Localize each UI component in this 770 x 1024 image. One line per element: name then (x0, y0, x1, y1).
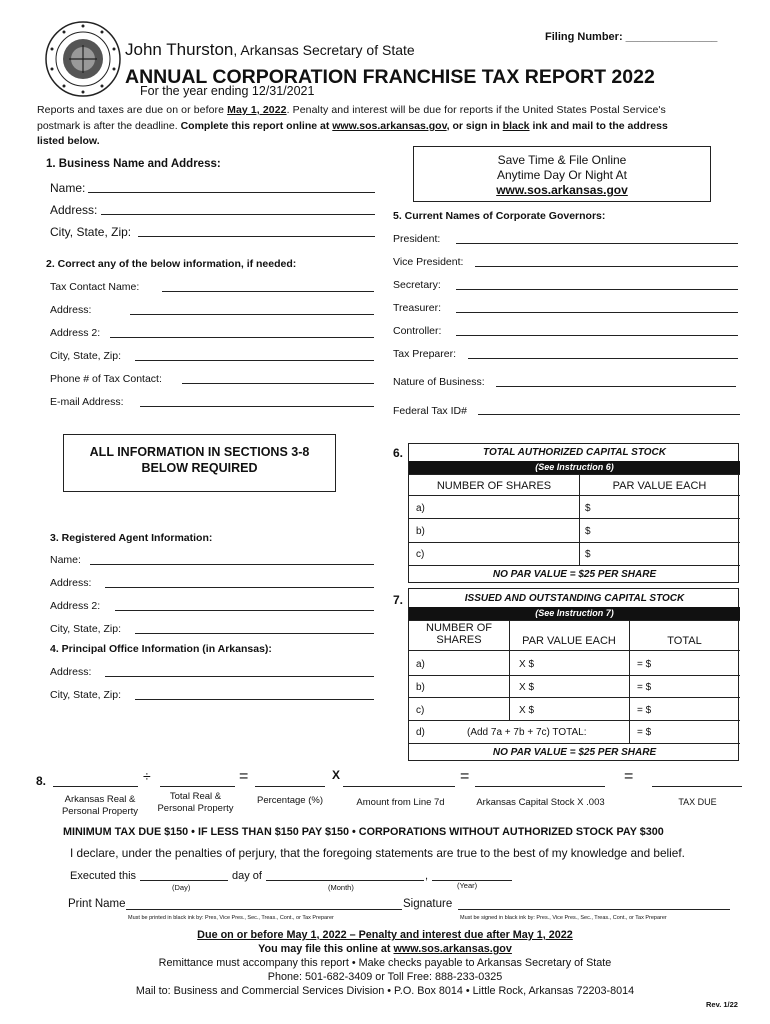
tax-contact-field-0[interactable] (162, 291, 374, 292)
federal-tax-id-field[interactable] (478, 414, 740, 415)
registered-agent-field-0[interactable] (90, 564, 374, 565)
revision-label: Rev. 1/22 (706, 1000, 738, 1009)
tax-contact-label-0: Tax Contact Name: (50, 281, 140, 293)
registered-agent-label-0: Name: (50, 554, 81, 566)
authorized-capital-table: TOTAL AUTHORIZED CAPITAL STOCK (See Instruction 6) NUMBER OF SHARES PAR VALUE EACH a) b) c) $ $ $ NO PAR VALUE = $25 PER SHARE (408, 443, 739, 583)
nature-of-business-field[interactable] (496, 386, 736, 387)
minimum-tax-notice: MINIMUM TAX DUE $150 • IF LESS THAN $150 PAY $150 • CORPORATIONS WITHOUT AUTHORIZED STOCK PAY $300 (63, 826, 664, 838)
tax-contact-label-2: Address 2: (50, 327, 101, 339)
tax-contact-field-5[interactable] (140, 406, 374, 407)
governor-field-2[interactable] (456, 289, 738, 290)
print-name-field[interactable] (126, 909, 402, 910)
governor-label-0: President: (393, 233, 441, 245)
sos-link[interactable]: www.sos.arkansas.gov (332, 120, 447, 132)
signature-field[interactable] (458, 909, 730, 910)
intro-line-3: listed below. (37, 135, 100, 147)
tax-contact-label-5: E-mail Address: (50, 396, 124, 408)
business-name-field[interactable] (88, 192, 375, 193)
governor-label-2: Secretary: (393, 279, 441, 291)
executed-month-field[interactable] (266, 880, 424, 881)
file-online-notice: You may file this online at www.sos.arkansas.gov (258, 943, 512, 955)
total-property-field[interactable] (160, 786, 235, 787)
tax-contact-label-3: City, State, Zip: (50, 350, 121, 362)
secretary-title: , Arkansas Secretary of State (233, 42, 415, 58)
tax-contact-field-4[interactable] (182, 383, 374, 384)
file-online-box: Save Time & File Online Anytime Day Or Night At www.sos.arkansas.gov (413, 146, 711, 202)
phone-notice: Phone: 501-682-3409 or Toll Free: 888-233-0325 (267, 971, 503, 983)
tax-contact-label-4: Phone # of Tax Contact: (50, 373, 162, 385)
tax-contact-field-1[interactable] (130, 314, 374, 315)
arkansas-property-field[interactable] (53, 786, 138, 787)
governor-label-3: Treasurer: (393, 302, 442, 314)
due-date-notice: Due on or before May 1, 2022 – Penalty and interest due after May 1, 2022 (197, 929, 573, 941)
registered-agent-label-2: Address 2: (50, 600, 101, 612)
registered-agent-field-1[interactable] (105, 587, 374, 588)
governor-field-4[interactable] (456, 335, 738, 336)
tax-contact-field-3[interactable] (135, 360, 374, 361)
section-2-title: 2. Correct any of the below information, if needed: (46, 258, 297, 270)
filing-number-label: Filing Number: _______________ (545, 31, 718, 43)
section-3-title: 3. Registered Agent Information: (50, 532, 213, 544)
mail-notice: Mail to: Business and Commercial Services Division • P.O. Box 8014 • Little Rock, Arkansas 72203-8014 (135, 985, 635, 997)
principal-office-label-1: City, State, Zip: (50, 689, 121, 701)
intro-line-2: postmark is after the deadline. Complete this report online at www.sos.arkansas.gov, or sign in black ink and mail to the address (37, 120, 668, 132)
declaration: I declare, under the penalties of perjury, that the foregoing statements are true to the best of my knowledge and belief. (70, 846, 685, 860)
governor-label-5: Tax Preparer: (393, 348, 457, 360)
capital-stock-calc-field[interactable] (475, 786, 605, 787)
governor-field-0[interactable] (456, 243, 738, 244)
registered-agent-label-1: Address: (50, 577, 92, 589)
issued-capital-table: ISSUED AND OUTSTANDING CAPITAL STOCK (See Instruction 7) NUMBER OF SHARES PAR VALUE EACH TOTAL a) b) c) d) X $ X $ X $ = $ = $ = $ = $ (Add 7a + 7b + 7c) TOTAL: NO PAR VALUE = $25 PER SHARE (408, 588, 739, 761)
section-1-title: 1. Business Name and Address: (46, 158, 221, 170)
required-notice-box: ALL INFORMATION IN SECTIONS 3-8 BELOW REQUIRED (63, 434, 336, 492)
governor-field-5[interactable] (468, 358, 738, 359)
governor-field-1[interactable] (475, 266, 738, 267)
footer-sos-link[interactable]: www.sos.arkansas.gov (393, 943, 512, 955)
governor-field-3[interactable] (456, 312, 738, 313)
business-city-field[interactable] (138, 236, 375, 237)
tax-contact-field-2[interactable] (110, 337, 374, 338)
secretary-name: John Thurston (125, 40, 234, 59)
principal-office-field-0[interactable] (105, 676, 374, 677)
registered-agent-field-2[interactable] (115, 610, 374, 611)
section-5-title: 5. Current Names of Corporate Governors: (393, 210, 606, 222)
year-ending: For the year ending 12/31/2021 (140, 84, 315, 98)
state-seal-icon (44, 20, 122, 98)
secretary-line (125, 40, 415, 60)
section-4-title: 4. Principal Office Information (in Arkansas): (50, 643, 272, 655)
governor-label-4: Controller: (393, 325, 442, 337)
registered-agent-field-3[interactable] (135, 633, 374, 634)
remittance-notice: Remittance must accompany this report • Make checks payable to Arkansas Secretary of State (158, 957, 612, 969)
intro-line-1: Reports and taxes are due on or before May 1, 2022. Penalty and interest will be due for reports if the United States Postal Service's (37, 104, 666, 116)
percentage-field[interactable] (255, 786, 325, 787)
report-title: ANNUAL CORPORATION FRANCHISE TAX REPORT 2022 (125, 66, 655, 88)
amount-line-7d-field[interactable] (343, 786, 455, 787)
tax-due-field[interactable] (652, 786, 742, 787)
executed-day-field[interactable] (140, 880, 228, 881)
business-address-field[interactable] (101, 214, 375, 215)
tax-contact-label-1: Address: (50, 304, 92, 316)
principal-office-label-0: Address: (50, 666, 92, 678)
governor-label-1: Vice President: (393, 256, 464, 268)
registered-agent-label-3: City, State, Zip: (50, 623, 121, 635)
online-box-link[interactable]: www.sos.arkansas.gov (496, 183, 628, 197)
principal-office-field-1[interactable] (135, 699, 374, 700)
add-total-label: (Add 7a + 7b + 7c) TOTAL: (467, 727, 587, 738)
